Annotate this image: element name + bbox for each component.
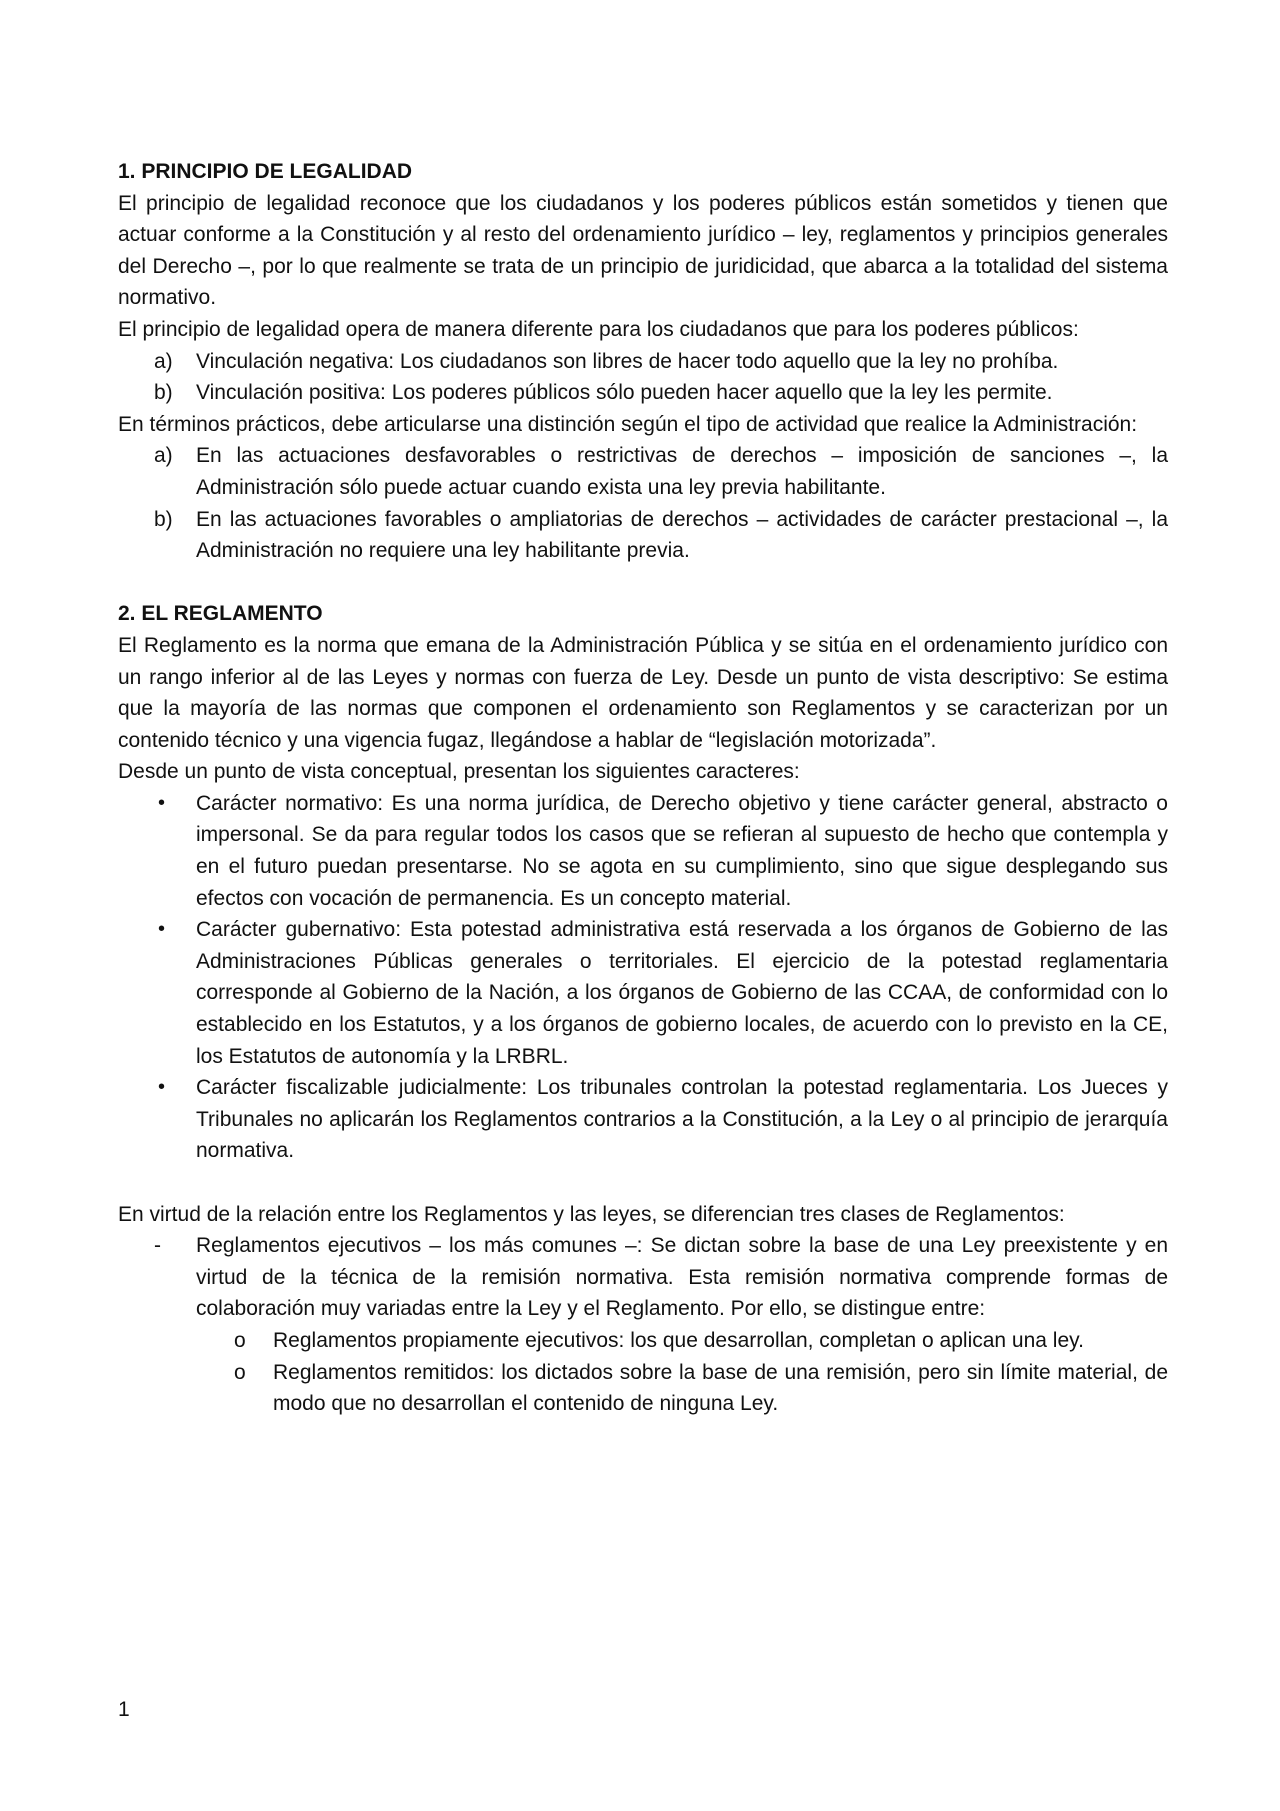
section-1-heading: 1. PRINCIPIO DE LEGALIDAD xyxy=(118,160,413,183)
section-1-paragraph-2: El principio de legalidad opera de manera diferente para los ciudadanos que para los poderes públicos: xyxy=(118,317,1079,341)
section-2-paragraph-2: Desde un punto de vista conceptual, presentan los siguientes caracteres: xyxy=(118,760,800,784)
list-item-text: Vinculación positiva: Los poderes públicos sólo pueden hacer aquello que la ley les permite. xyxy=(196,381,1053,405)
bullet-item-text: Carácter gubernativo: Esta potestad administrativa está reservada a los órganos de Gobierno de las Administraciones Públicas generales o territoriales. El ejercicio de la potestad reglamentaria corresponde al Gobierno de la Nación, a los órganos de Gobierno de las CCAA, de conformidad con lo establecido en los Estatutos, y a los órganos de gobierno locales, de acuerdo con lo previsto en la CE, los Estatutos de autonomía y la LRBRL. xyxy=(196,918,1168,1068)
list-item xyxy=(118,346,1168,378)
vinculacion-list xyxy=(118,346,1168,409)
list-item xyxy=(118,504,1168,567)
section-2-paragraph-1: El Reglamento es la norma que emana de la Administración Pública y se sitúa en el ordenamiento jurídico con un rango inferior al de las Leyes y normas con fuerza de Ley. Desde un punto de vista descriptivo: Se estima que la mayoría de las normas que componen el ordenamiento son Reglamentos y se caracterizan por un contenido técnico y una vigencia fugaz, llegándose a hablar de “legislación motorizada”. xyxy=(118,633,1168,752)
section-1-paragraph-3: En términos prácticos, debe articularse una distinción según el tipo de actividad que realice la Administración: xyxy=(118,412,1138,436)
sub-marker: o xyxy=(234,1328,246,1352)
list-item-text: En las actuaciones desfavorables o restrictivas de derechos – imposición de sanciones –, la Administración sólo puede actuar cuando exista una ley previa habilitante. xyxy=(196,444,1168,499)
page-content xyxy=(118,156,1168,1420)
section-spacer xyxy=(118,567,1168,599)
dash-item-text: Reglamentos ejecutivos – los más comunes –: Se dictan sobre la base de una Ley preexistente y en virtud de la técnica de la remisión normativa. Esta remisión normativa comprende formas de colaboración muy variadas entre la Ley y el Reglamento. Por ello, se distingue entre: xyxy=(196,1234,1168,1321)
list-item xyxy=(118,440,1168,503)
bullet-marker: • xyxy=(158,791,166,814)
clases-reglamentos-list xyxy=(118,1230,1168,1420)
sub-item xyxy=(196,1325,1168,1357)
list-marker: b) xyxy=(154,381,173,405)
section-2-heading: 2. EL REGLAMENTO xyxy=(118,602,323,626)
list-marker: b) xyxy=(154,507,173,531)
sub-item-text: Reglamentos remitidos: los dictados sobre la base de una remisión, pero sin límite material, de modo que no desarrollan el contenido de ninguna Ley. xyxy=(273,1360,1168,1416)
bullet-item xyxy=(118,1072,1168,1167)
list-marker: a) xyxy=(154,444,173,468)
caracteres-bullet-list xyxy=(118,788,1168,1167)
list-item-text: En las actuaciones favorables o ampliatorias de derechos – actividades de carácter prestacional –, la Administración no requiere una ley habilitante previa. xyxy=(196,507,1168,563)
page-number: 1 xyxy=(118,1698,130,1721)
dash-item xyxy=(118,1230,1168,1420)
list-marker: a) xyxy=(154,349,173,373)
sub-item xyxy=(196,1357,1168,1420)
bullet-item-text: Carácter fiscalizable judicialmente: Los tribunales controlan la potestad reglamentaria. Los Jueces y Tribunales no aplicarán los Reglamentos contrarios a la Constitución, a la Ley o al principio de jerarquía normativa. xyxy=(196,1076,1168,1163)
sub-item-text: Reglamentos propiamente ejecutivos: los que desarrollan, completan o aplican una ley. xyxy=(273,1328,1084,1352)
actuaciones-list xyxy=(118,440,1168,566)
section-2-paragraph-3: En virtud de la relación entre los Reglamentos y las leyes, se diferencian tres clases de Reglamentos: xyxy=(118,1202,1065,1226)
bullet-item xyxy=(118,788,1168,914)
bullet-item xyxy=(118,914,1168,1072)
dash-marker: - xyxy=(154,1234,161,1258)
sub-list xyxy=(196,1325,1168,1420)
list-item-text: Vinculación negativa: Los ciudadanos son libres de hacer todo aquello que la ley no prohíba. xyxy=(196,349,1059,373)
list-item xyxy=(118,377,1168,409)
bullet-marker: • xyxy=(158,918,166,941)
section-1-paragraph-1: El principio de legalidad reconoce que los ciudadanos y los poderes públicos están sometidos y tienen que actuar conforme a la Constitución y al resto del ordenamiento jurídico – ley, reglamentos y principios generales del Derecho –, por lo que realmente se trata de un principio de juridicidad, que abarca a la totalidad del sistema normativo. xyxy=(118,191,1168,310)
bullet-marker: • xyxy=(158,1076,166,1099)
bullet-item-text: Carácter normativo: Es una norma jurídica, de Derecho objetivo y tiene carácter general, abstracto o impersonal. Se da para regular todos los casos que se refieran al supuesto de hecho que contempla y en el futuro puedan presentarse. No se agota en su cumplimiento, sino que sigue desplegando sus efectos con vocación de permanencia. Es un concepto material. xyxy=(196,791,1168,910)
paragraph-spacer xyxy=(118,1167,1168,1199)
sub-marker: o xyxy=(234,1360,246,1384)
